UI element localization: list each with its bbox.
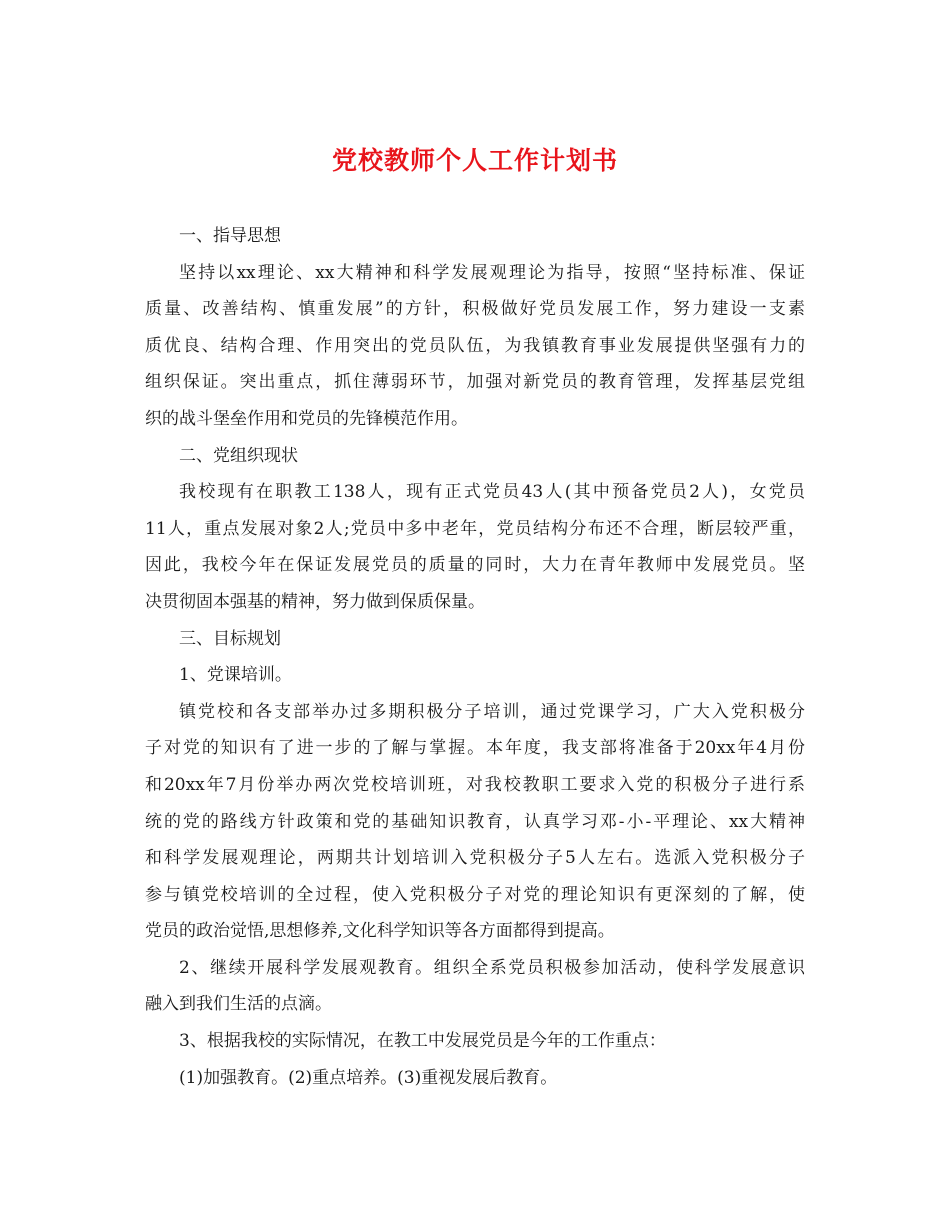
text-line: 融入到我们生活的点滴。 xyxy=(145,994,332,1015)
text-line: 和20xx年7月份举办两次党校培训班，对我校教职工要求入党的积极分子进行系 xyxy=(145,774,805,795)
text-line: 质优良、结构合理、作用突出的党员队伍，为我镇教育事业发展提供坚强有力的 xyxy=(145,335,805,356)
text-line: 三、目标规划 xyxy=(179,628,281,649)
text-line: 决贯彻固本强基的精神，努力做到保质保量。 xyxy=(145,591,485,612)
text-line: 质量、改善结构、慎重发展”的方针，积极做好党员发展工作，努力建设一支素 xyxy=(145,299,805,320)
text-line: 镇党校和各支部举办过多期积极分子培训，通过党课学习，广大入党积极分 xyxy=(179,701,805,722)
text-line: 因此，我校今年在保证发展党员的质量的同时，大力在青年教师中发展党员。坚 xyxy=(145,555,805,576)
text-line: 组织保证。突出重点，抓住薄弱环节，加强对新党员的教育管理，发挥基层党组 xyxy=(145,372,805,393)
document-title: 党校教师个人工作计划书 xyxy=(331,146,618,175)
document-body xyxy=(145,218,805,1096)
text-line: 二、党组织现状 xyxy=(179,445,298,466)
text-line: 子对党的知识有了进一步的了解与掌握。本年度，我支部将准备于20xx年4月份 xyxy=(145,738,805,759)
text-line: 统的党的路线方针政策和党的基础知识教育，认真学习邓-小-平理论、xx大精神 xyxy=(145,811,805,832)
text-line: 一、指导思想 xyxy=(179,226,281,246)
text-line: 1、党课培训。 xyxy=(179,665,292,686)
text-line: 3、根据我校的实际情况，在教工中发展党员是今年的工作重点： xyxy=(179,1031,666,1052)
text-line: 坚持以xx理论、xx大精神和科学发展观理论为指导，按照“坚持标准、保证 xyxy=(179,262,805,283)
text-line: 和科学发展观理论，两期共计划培训入党积极分子5人左右。选派入党积极分子 xyxy=(145,848,805,869)
text-line: 11人，重点发展对象2人;党员中多中老年，党员结构分布还不合理，断层较严重， xyxy=(145,518,805,539)
text-line: 我校现有在职教工138人，现有正式党员43人(其中预备党员2人)，女党员 xyxy=(179,482,805,503)
text-line: 2、继续开展科学发展观教育。组织全系党员积极参加活动，使科学发展意识 xyxy=(179,957,805,978)
text-line: (1)加强教育。(2)重点培养。(3)重视发展后教育。 xyxy=(179,1067,558,1088)
text-line: 织的战斗堡垒作用和党员的先锋模范作用。 xyxy=(145,408,468,429)
text-line: 党员的政治觉悟,思想修养,文化科学知识等各方面都得到提高。 xyxy=(145,921,615,942)
text-line: 参与镇党校培训的全过程，使入党积极分子对党的理论知识有更深刻的了解，使 xyxy=(145,884,805,905)
